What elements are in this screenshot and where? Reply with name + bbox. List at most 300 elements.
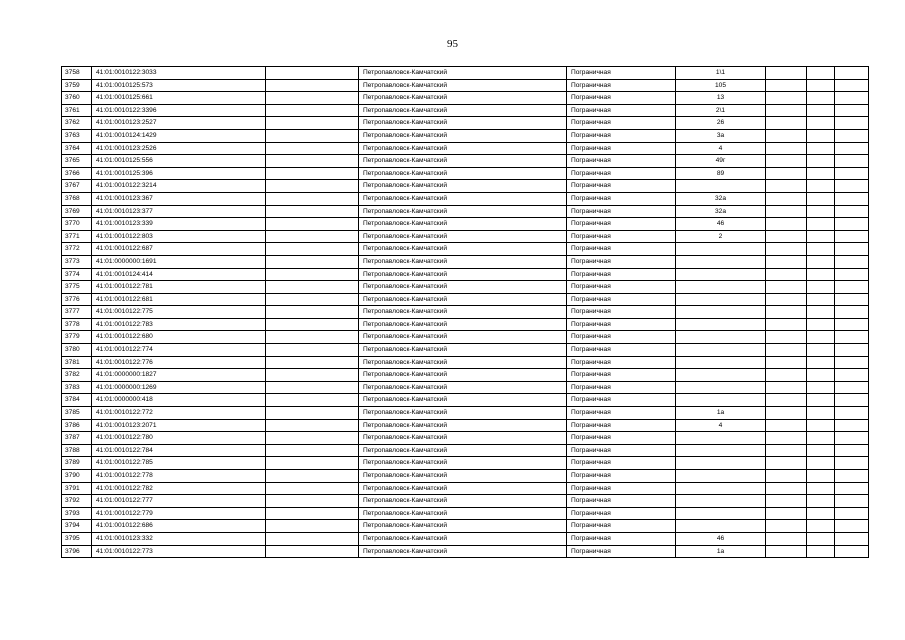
street-cell: Пограничная xyxy=(567,218,676,231)
house-number-cell: 1а xyxy=(676,545,766,558)
row-number-cell: 3792 xyxy=(62,495,92,508)
city-cell: Петропавловск-Камчатский xyxy=(359,495,567,508)
empty-cell xyxy=(266,243,359,256)
house-number-cell xyxy=(676,356,766,369)
street-cell: Пограничная xyxy=(567,192,676,205)
house-number-cell: 13 xyxy=(676,92,766,105)
empty-cell xyxy=(807,432,835,445)
house-number-cell: 46 xyxy=(676,532,766,545)
empty-cell xyxy=(266,192,359,205)
empty-cell xyxy=(266,129,359,142)
table-row xyxy=(62,268,869,281)
empty-cell xyxy=(807,79,835,92)
house-number-cell xyxy=(676,268,766,281)
empty-cell xyxy=(807,192,835,205)
cadastral-number-cell: 41:01:0010125:661 xyxy=(92,92,266,105)
city-cell: Петропавловск-Камчатский xyxy=(359,444,567,457)
street-cell: Пограничная xyxy=(567,167,676,180)
house-number-cell xyxy=(676,394,766,407)
house-number-cell: 26 xyxy=(676,117,766,130)
empty-cell xyxy=(266,444,359,457)
table-row xyxy=(62,180,869,193)
table-row xyxy=(62,155,869,168)
street-cell: Пограничная xyxy=(567,470,676,483)
table-row xyxy=(62,117,869,130)
city-cell: Петропавловск-Камчатский xyxy=(359,394,567,407)
city-cell: Петропавловск-Камчатский xyxy=(359,117,567,130)
empty-cell xyxy=(766,205,807,218)
row-number-cell: 3786 xyxy=(62,419,92,432)
table-row xyxy=(62,394,869,407)
empty-cell xyxy=(835,407,869,420)
city-cell: Петропавловск-Камчатский xyxy=(359,293,567,306)
empty-cell xyxy=(266,344,359,357)
empty-cell xyxy=(266,104,359,117)
cadastral-number-cell: 41:01:0010125:396 xyxy=(92,167,266,180)
cadastral-number-cell: 41:01:0010122:772 xyxy=(92,407,266,420)
city-cell: Петропавловск-Камчатский xyxy=(359,407,567,420)
empty-cell xyxy=(266,470,359,483)
empty-cell xyxy=(807,218,835,231)
empty-cell xyxy=(835,419,869,432)
table-row xyxy=(62,142,869,155)
empty-cell xyxy=(807,394,835,407)
empty-cell xyxy=(807,520,835,533)
empty-cell xyxy=(766,394,807,407)
house-number-cell xyxy=(676,293,766,306)
table-row xyxy=(62,432,869,445)
city-cell: Петропавловск-Камчатский xyxy=(359,381,567,394)
empty-cell xyxy=(266,155,359,168)
city-cell: Петропавловск-Камчатский xyxy=(359,268,567,281)
empty-cell xyxy=(266,293,359,306)
empty-cell xyxy=(807,92,835,105)
row-number-cell: 3795 xyxy=(62,532,92,545)
empty-cell xyxy=(835,457,869,470)
empty-cell xyxy=(766,318,807,331)
empty-cell xyxy=(835,318,869,331)
table-row xyxy=(62,507,869,520)
empty-cell xyxy=(807,293,835,306)
empty-cell xyxy=(266,432,359,445)
table-row xyxy=(62,79,869,92)
empty-cell xyxy=(807,470,835,483)
empty-cell xyxy=(835,243,869,256)
empty-cell xyxy=(835,167,869,180)
street-cell: Пограничная xyxy=(567,369,676,382)
cadastral-number-cell: 41:01:0010122:686 xyxy=(92,520,266,533)
row-number-cell: 3794 xyxy=(62,520,92,533)
table-row xyxy=(62,331,869,344)
empty-cell xyxy=(807,306,835,319)
empty-cell xyxy=(266,331,359,344)
table-row xyxy=(62,356,869,369)
cadastral-number-cell: 41:01:0010122:3033 xyxy=(92,67,266,80)
empty-cell xyxy=(807,507,835,520)
row-number-cell: 3780 xyxy=(62,344,92,357)
cadastral-number-cell: 41:01:0010123:367 xyxy=(92,192,266,205)
city-cell: Петропавловск-Камчатский xyxy=(359,67,567,80)
street-cell: Пограничная xyxy=(567,142,676,155)
row-number-cell: 3793 xyxy=(62,507,92,520)
cadastral-number-cell: 41:01:0010125:556 xyxy=(92,155,266,168)
table-row xyxy=(62,470,869,483)
cadastral-number-cell: 41:01:0010122:777 xyxy=(92,495,266,508)
row-number-cell: 3772 xyxy=(62,243,92,256)
city-cell: Петропавловск-Камчатский xyxy=(359,281,567,294)
empty-cell xyxy=(807,67,835,80)
house-number-cell: 89 xyxy=(676,167,766,180)
table-row xyxy=(62,444,869,457)
cadastral-number-cell: 41:01:0010122:780 xyxy=(92,432,266,445)
empty-cell xyxy=(807,344,835,357)
table-row xyxy=(62,318,869,331)
row-number-cell: 3785 xyxy=(62,407,92,420)
city-cell: Петропавловск-Камчатский xyxy=(359,482,567,495)
house-number-cell: 32а xyxy=(676,205,766,218)
city-cell: Петропавловск-Камчатский xyxy=(359,331,567,344)
street-cell: Пограничная xyxy=(567,281,676,294)
table-row xyxy=(62,192,869,205)
empty-cell xyxy=(807,331,835,344)
empty-cell xyxy=(835,255,869,268)
empty-cell xyxy=(807,205,835,218)
row-number-cell: 3771 xyxy=(62,230,92,243)
cadastral-number-cell: 41:01:0010122:785 xyxy=(92,457,266,470)
empty-cell xyxy=(766,407,807,420)
empty-cell xyxy=(807,495,835,508)
empty-cell xyxy=(835,369,869,382)
empty-cell xyxy=(766,129,807,142)
table-row xyxy=(62,344,869,357)
house-number-cell: 4 xyxy=(676,142,766,155)
table-row xyxy=(62,104,869,117)
cadastral-number-cell: 41:01:0010122:681 xyxy=(92,293,266,306)
house-number-cell xyxy=(676,344,766,357)
row-number-cell: 3782 xyxy=(62,369,92,382)
city-cell: Петропавловск-Камчатский xyxy=(359,419,567,432)
cadastral-number-cell: 41:01:0010122:784 xyxy=(92,444,266,457)
row-number-cell: 3790 xyxy=(62,470,92,483)
street-cell: Пограничная xyxy=(567,92,676,105)
empty-cell xyxy=(266,79,359,92)
table-row xyxy=(62,243,869,256)
empty-cell xyxy=(807,129,835,142)
empty-cell xyxy=(766,507,807,520)
table-row xyxy=(62,218,869,231)
house-number-cell xyxy=(676,255,766,268)
empty-cell xyxy=(766,104,807,117)
empty-cell xyxy=(835,129,869,142)
house-number-cell: 1а xyxy=(676,407,766,420)
empty-cell xyxy=(807,444,835,457)
empty-cell xyxy=(807,180,835,193)
empty-cell xyxy=(835,306,869,319)
city-cell: Петропавловск-Камчатский xyxy=(359,344,567,357)
empty-cell xyxy=(835,495,869,508)
empty-cell xyxy=(766,117,807,130)
empty-cell xyxy=(766,369,807,382)
cadastral-number-cell: 41:01:0010122:778 xyxy=(92,470,266,483)
empty-cell xyxy=(766,230,807,243)
street-cell: Пограничная xyxy=(567,117,676,130)
empty-cell xyxy=(266,92,359,105)
empty-cell xyxy=(835,142,869,155)
street-cell: Пограничная xyxy=(567,129,676,142)
street-cell: Пограничная xyxy=(567,432,676,445)
city-cell: Петропавловск-Камчатский xyxy=(359,192,567,205)
city-cell: Петропавловск-Камчатский xyxy=(359,432,567,445)
row-number-cell: 3766 xyxy=(62,167,92,180)
empty-cell xyxy=(807,268,835,281)
empty-cell xyxy=(835,470,869,483)
row-number-cell: 3760 xyxy=(62,92,92,105)
house-number-cell: 49г xyxy=(676,155,766,168)
empty-cell xyxy=(835,507,869,520)
empty-cell xyxy=(835,281,869,294)
cadastral-number-cell: 41:01:0010123:2527 xyxy=(92,117,266,130)
city-cell: Петропавловск-Камчатский xyxy=(359,92,567,105)
city-cell: Петропавловск-Камчатский xyxy=(359,142,567,155)
street-cell: Пограничная xyxy=(567,532,676,545)
city-cell: Петропавловск-Камчатский xyxy=(359,255,567,268)
street-cell: Пограничная xyxy=(567,444,676,457)
cadastral-number-cell: 41:01:0010122:687 xyxy=(92,243,266,256)
table-row xyxy=(62,129,869,142)
house-number-cell xyxy=(676,507,766,520)
table-row xyxy=(62,205,869,218)
house-number-cell xyxy=(676,306,766,319)
empty-cell xyxy=(766,79,807,92)
city-cell: Петропавловск-Камчатский xyxy=(359,356,567,369)
street-cell: Пограничная xyxy=(567,419,676,432)
empty-cell xyxy=(766,331,807,344)
table-row xyxy=(62,167,869,180)
empty-cell xyxy=(766,268,807,281)
empty-cell xyxy=(766,532,807,545)
empty-cell xyxy=(766,356,807,369)
city-cell: Петропавловск-Камчатский xyxy=(359,243,567,256)
row-number-cell: 3774 xyxy=(62,268,92,281)
house-number-cell xyxy=(676,281,766,294)
row-number-cell: 3789 xyxy=(62,457,92,470)
empty-cell xyxy=(766,155,807,168)
cadastral-number-cell: 41:01:0010123:339 xyxy=(92,218,266,231)
cadastral-number-cell: 41:01:0000000:1269 xyxy=(92,381,266,394)
empty-cell xyxy=(766,344,807,357)
empty-cell xyxy=(835,180,869,193)
table-row xyxy=(62,281,869,294)
house-number-cell xyxy=(676,180,766,193)
empty-cell xyxy=(835,218,869,231)
empty-cell xyxy=(266,117,359,130)
empty-cell xyxy=(766,92,807,105)
empty-cell xyxy=(266,205,359,218)
street-cell: Пограничная xyxy=(567,205,676,218)
cadastral-number-cell: 41:01:0010122:3214 xyxy=(92,180,266,193)
street-cell: Пограничная xyxy=(567,344,676,357)
empty-cell xyxy=(266,167,359,180)
empty-cell xyxy=(766,419,807,432)
empty-cell xyxy=(766,444,807,457)
row-number-cell: 3788 xyxy=(62,444,92,457)
house-number-cell xyxy=(676,495,766,508)
row-number-cell: 3796 xyxy=(62,545,92,558)
table-row xyxy=(62,545,869,558)
street-cell: Пограничная xyxy=(567,268,676,281)
table-row xyxy=(62,255,869,268)
street-cell: Пограничная xyxy=(567,230,676,243)
street-cell: Пограничная xyxy=(567,394,676,407)
cadastral-number-cell: 41:01:0010123:2071 xyxy=(92,419,266,432)
table-row xyxy=(62,419,869,432)
cadastral-number-cell: 41:01:0000000:1827 xyxy=(92,369,266,382)
empty-cell xyxy=(835,230,869,243)
row-number-cell: 3770 xyxy=(62,218,92,231)
empty-cell xyxy=(835,117,869,130)
empty-cell xyxy=(835,192,869,205)
empty-cell xyxy=(266,482,359,495)
house-number-cell: 105 xyxy=(676,79,766,92)
empty-cell xyxy=(266,281,359,294)
city-cell: Петропавловск-Камчатский xyxy=(359,520,567,533)
empty-cell xyxy=(835,79,869,92)
street-cell: Пограничная xyxy=(567,104,676,117)
empty-cell xyxy=(266,67,359,80)
city-cell: Петропавловск-Камчатский xyxy=(359,79,567,92)
cadastral-number-cell: 41:01:0000000:1691 xyxy=(92,255,266,268)
empty-cell xyxy=(766,293,807,306)
empty-cell xyxy=(807,255,835,268)
empty-cell xyxy=(766,167,807,180)
table-row xyxy=(62,92,869,105)
street-cell: Пограничная xyxy=(567,331,676,344)
empty-cell xyxy=(807,243,835,256)
city-cell: Петропавловск-Камчатский xyxy=(359,230,567,243)
empty-cell xyxy=(766,470,807,483)
city-cell: Петропавловск-Камчатский xyxy=(359,369,567,382)
cadastral-number-cell: 41:01:0010124:1429 xyxy=(92,129,266,142)
cadastral-number-cell: 41:01:0010124:414 xyxy=(92,268,266,281)
table-row xyxy=(62,457,869,470)
city-cell: Петропавловск-Камчатский xyxy=(359,306,567,319)
row-number-cell: 3767 xyxy=(62,180,92,193)
empty-cell xyxy=(807,167,835,180)
empty-cell xyxy=(807,407,835,420)
cadastral-number-cell: 41:01:0010125:573 xyxy=(92,79,266,92)
empty-cell xyxy=(835,155,869,168)
row-number-cell: 3769 xyxy=(62,205,92,218)
empty-cell xyxy=(766,432,807,445)
empty-cell xyxy=(766,495,807,508)
empty-cell xyxy=(266,255,359,268)
city-cell: Петропавловск-Камчатский xyxy=(359,532,567,545)
empty-cell xyxy=(766,67,807,80)
street-cell: Пограничная xyxy=(567,356,676,369)
empty-cell xyxy=(766,306,807,319)
empty-cell xyxy=(807,369,835,382)
house-number-cell: 3а xyxy=(676,129,766,142)
house-number-cell xyxy=(676,482,766,495)
table-row xyxy=(62,520,869,533)
empty-cell xyxy=(835,205,869,218)
row-number-cell: 3758 xyxy=(62,67,92,80)
cadastral-number-cell: 41:01:0010123:332 xyxy=(92,532,266,545)
row-number-cell: 3781 xyxy=(62,356,92,369)
empty-cell xyxy=(266,532,359,545)
empty-cell xyxy=(266,356,359,369)
empty-cell xyxy=(266,268,359,281)
row-number-cell: 3764 xyxy=(62,142,92,155)
street-cell: Пограничная xyxy=(567,407,676,420)
address-registry-table xyxy=(61,66,869,558)
house-number-cell: 2 xyxy=(676,230,766,243)
table-row xyxy=(62,369,869,382)
city-cell: Петропавловск-Камчатский xyxy=(359,129,567,142)
row-number-cell: 3778 xyxy=(62,318,92,331)
empty-cell xyxy=(807,104,835,117)
cadastral-number-cell: 41:01:0010122:779 xyxy=(92,507,266,520)
row-number-cell: 3762 xyxy=(62,117,92,130)
street-cell: Пограничная xyxy=(567,180,676,193)
table-row xyxy=(62,381,869,394)
house-number-cell xyxy=(676,520,766,533)
empty-cell xyxy=(807,281,835,294)
city-cell: Петропавловск-Камчатский xyxy=(359,545,567,558)
empty-cell xyxy=(835,268,869,281)
empty-cell xyxy=(266,369,359,382)
street-cell: Пограничная xyxy=(567,495,676,508)
empty-cell xyxy=(835,432,869,445)
row-number-cell: 3777 xyxy=(62,306,92,319)
empty-cell xyxy=(766,192,807,205)
city-cell: Петропавловск-Камчатский xyxy=(359,507,567,520)
street-cell: Пограничная xyxy=(567,243,676,256)
empty-cell xyxy=(807,318,835,331)
city-cell: Петропавловск-Камчатский xyxy=(359,104,567,117)
empty-cell xyxy=(266,318,359,331)
street-cell: Пограничная xyxy=(567,67,676,80)
cadastral-number-cell: 41:01:0010122:3396 xyxy=(92,104,266,117)
house-number-cell: 1\1 xyxy=(676,67,766,80)
cadastral-number-cell: 41:01:0010122:774 xyxy=(92,344,266,357)
row-number-cell: 3779 xyxy=(62,331,92,344)
row-number-cell: 3765 xyxy=(62,155,92,168)
cadastral-number-cell: 41:01:0010122:781 xyxy=(92,281,266,294)
street-cell: Пограничная xyxy=(567,381,676,394)
empty-cell xyxy=(807,381,835,394)
empty-cell xyxy=(266,457,359,470)
street-cell: Пограничная xyxy=(567,293,676,306)
city-cell: Петропавловск-Камчатский xyxy=(359,180,567,193)
street-cell: Пограничная xyxy=(567,482,676,495)
row-number-cell: 3787 xyxy=(62,432,92,445)
city-cell: Петропавловск-Камчатский xyxy=(359,167,567,180)
empty-cell xyxy=(766,482,807,495)
cadastral-number-cell: 41:01:0010122:773 xyxy=(92,545,266,558)
table-row xyxy=(62,230,869,243)
empty-cell xyxy=(766,457,807,470)
street-cell: Пограничная xyxy=(567,318,676,331)
table-row xyxy=(62,482,869,495)
empty-cell xyxy=(835,545,869,558)
empty-cell xyxy=(766,545,807,558)
house-number-cell xyxy=(676,444,766,457)
empty-cell xyxy=(835,532,869,545)
street-cell: Пограничная xyxy=(567,155,676,168)
page-number: 95 xyxy=(447,38,458,50)
house-number-cell xyxy=(676,432,766,445)
